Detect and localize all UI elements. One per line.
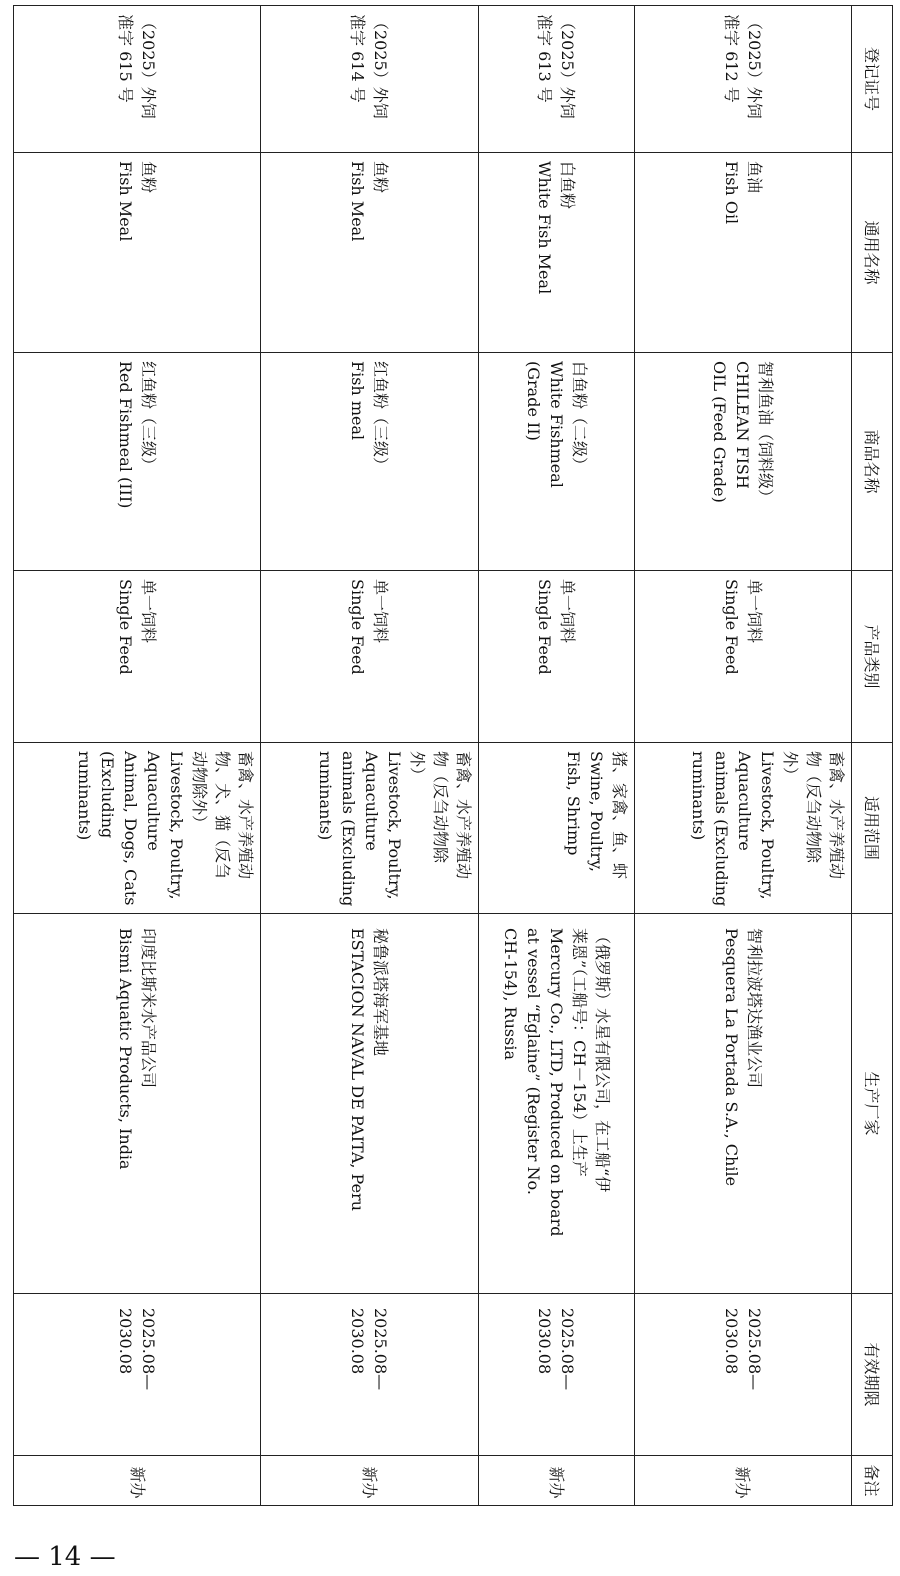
header-reg-no: 登记证号 bbox=[852, 6, 893, 153]
generic-name-cell bbox=[478, 153, 634, 353]
scope-line: 外） bbox=[781, 751, 800, 784]
scope-cell bbox=[478, 743, 634, 914]
validity-line: 2025.08— bbox=[744, 1308, 764, 1391]
manufacturer-cell bbox=[478, 914, 634, 1294]
table-row bbox=[478, 6, 634, 1506]
scope-cell bbox=[261, 743, 478, 914]
reg-no-line: 准字 614 号 bbox=[348, 14, 368, 103]
scope-line: 物、犬、猫（反刍 bbox=[213, 751, 233, 880]
manufacturer-line: Pesquera La Portada S.A., Chile bbox=[721, 928, 741, 1187]
scope-line: Livestock, Poultry, bbox=[167, 751, 187, 900]
scope-line: Livestock, Poultry, bbox=[758, 751, 777, 900]
reg-no-cell bbox=[14, 6, 261, 153]
validity-cell bbox=[261, 1294, 478, 1456]
manufacturer-line: （俄罗斯）水星有限公司，在工船“伊 bbox=[592, 928, 612, 1193]
manufacturer-line: CH-154), Russia bbox=[500, 928, 520, 1060]
scope-line: 物（反刍动物除 bbox=[804, 751, 823, 864]
scope-line: animals (Excluding bbox=[338, 751, 358, 907]
validity-cell bbox=[634, 1294, 851, 1456]
trade-name-cell bbox=[261, 353, 478, 571]
reg-no-cell bbox=[478, 6, 634, 153]
generic-name-line: White Fish Meal bbox=[535, 161, 555, 295]
generic-name-line: 鱼粉 bbox=[371, 161, 391, 194]
generic-name-cell bbox=[14, 153, 261, 353]
trade-name-line: 红鱼粉（三级） bbox=[371, 361, 391, 474]
reg-no-line: （2025）外饲 bbox=[371, 14, 391, 119]
trade-name-cell bbox=[478, 353, 634, 571]
header-scope: 适用范围 bbox=[852, 743, 893, 914]
category-cell bbox=[261, 571, 478, 743]
trade-name-line: (Grade II) bbox=[523, 361, 543, 441]
validity-line: 2030.08 bbox=[348, 1308, 368, 1375]
scope-line: 畜禽、水产养殖动 bbox=[236, 751, 256, 880]
scope-line: 外） bbox=[407, 751, 427, 784]
note-cell: 新办 bbox=[14, 1456, 261, 1506]
validity-line: 2025.08— bbox=[558, 1308, 578, 1391]
scope-line: ruminants) bbox=[315, 751, 335, 841]
reg-no-line: 准字 615 号 bbox=[116, 14, 136, 103]
header-note: 备注 bbox=[852, 1456, 893, 1506]
manufacturer-line: 印度比斯米水产品公司 bbox=[139, 928, 159, 1089]
manufacturer-line: Bismi Aquatic Products, India bbox=[116, 928, 136, 1170]
category-line: 单一饲料 bbox=[558, 579, 578, 644]
header-row bbox=[852, 6, 893, 1506]
category-line: Single Feed bbox=[116, 579, 136, 675]
note-cell: 新办 bbox=[634, 1456, 851, 1506]
category-line: 单一饲料 bbox=[139, 579, 159, 644]
scope-line: Fish, Shrimp bbox=[563, 751, 583, 856]
generic-name-line: 白鱼粉 bbox=[558, 161, 578, 210]
header-validity: 有效期限 bbox=[852, 1294, 893, 1456]
trade-name-cell bbox=[14, 353, 261, 571]
generic-name-line: Fish Meal bbox=[116, 161, 136, 242]
rotated-table-container bbox=[13, 5, 893, 1505]
reg-no-line: 准字 613 号 bbox=[535, 14, 555, 103]
trade-name-line: CHILEAN FISH bbox=[733, 361, 753, 489]
manufacturer-line: Mercury Co., LTD, Produced on board bbox=[546, 928, 566, 1237]
reg-no-line: （2025）外饲 bbox=[139, 14, 159, 119]
validity-line: 2030.08 bbox=[116, 1308, 136, 1375]
header-manufacturer: 生产厂家 bbox=[852, 914, 893, 1294]
trade-name-line: 智利鱼油（饲料级） bbox=[756, 361, 776, 506]
validity-line: 2025.08— bbox=[139, 1308, 159, 1391]
category-line: 单一饲料 bbox=[371, 579, 391, 644]
validity-line: 2030.08 bbox=[721, 1308, 741, 1375]
scope-line: Livestock, Poultry, bbox=[384, 751, 404, 900]
scope-line: 物（反刍动物除 bbox=[430, 751, 450, 864]
manufacturer-line: ESTACION NAVAL DE PAITA, Peru bbox=[348, 928, 368, 1212]
trade-name-line: White Fishmeal bbox=[546, 361, 566, 488]
manufacturer-line: 智利拉波塔达渔业公司 bbox=[744, 928, 764, 1089]
manufacturer-line: 秘鲁派塔海军基地 bbox=[371, 928, 391, 1057]
note-cell: 新办 bbox=[261, 1456, 478, 1506]
scope-cell bbox=[14, 743, 261, 914]
category-cell bbox=[634, 571, 851, 743]
trade-name-line: OIL (Feed Grade) bbox=[710, 361, 730, 503]
reg-no-line: （2025）外饲 bbox=[744, 14, 764, 119]
reg-no-line: 准字 612 号 bbox=[721, 14, 741, 103]
validity-line: 2025.08— bbox=[371, 1308, 391, 1391]
scope-line: Aquaculture bbox=[361, 751, 381, 851]
category-line: Single Feed bbox=[721, 579, 741, 675]
generic-name-cell bbox=[261, 153, 478, 353]
category-line: 单一饲料 bbox=[744, 579, 764, 644]
manufacturer-cell bbox=[14, 914, 261, 1294]
trade-name-line: Red Fishmeal (III) bbox=[116, 361, 136, 509]
registration-table bbox=[13, 5, 893, 1506]
scope-line: 畜禽、水产养殖动 bbox=[453, 751, 473, 880]
scope-line: animals (Excluding bbox=[712, 751, 731, 907]
scope-line: 猪、家禽、鱼、虾 bbox=[609, 751, 629, 880]
manufacturer-line: at vessel “Eglaine” (Register No. bbox=[523, 928, 543, 1195]
validity-line: 2030.08 bbox=[535, 1308, 555, 1375]
generic-name-cell bbox=[634, 153, 851, 353]
trade-name-cell bbox=[634, 353, 851, 571]
manufacturer-line: 莱恩”（工船号：CH－154）上生产 bbox=[569, 928, 589, 1177]
table-row bbox=[14, 6, 261, 1506]
reg-no-line: （2025）外饲 bbox=[558, 14, 578, 119]
table-row bbox=[261, 6, 478, 1506]
scope-line: 畜禽、水产养殖动 bbox=[827, 751, 846, 880]
category-line: Single Feed bbox=[348, 579, 368, 675]
scope-line: ruminants) bbox=[75, 751, 95, 841]
manufacturer-cell bbox=[261, 914, 478, 1294]
generic-name-line: 鱼油 bbox=[744, 161, 764, 194]
scope-line: Aquaculture bbox=[144, 751, 164, 851]
header-category: 产品类别 bbox=[852, 571, 893, 743]
validity-cell bbox=[478, 1294, 634, 1456]
generic-name-line: Fish Meal bbox=[348, 161, 368, 242]
table-row bbox=[634, 6, 851, 1506]
scope-line: ruminants) bbox=[689, 751, 708, 841]
trade-name-line: 白鱼粉（二级） bbox=[569, 361, 589, 474]
category-cell bbox=[14, 571, 261, 743]
note-cell: 新办 bbox=[478, 1456, 634, 1506]
category-line: Single Feed bbox=[535, 579, 555, 675]
validity-cell bbox=[14, 1294, 261, 1456]
page-number: — 14 — bbox=[14, 1542, 116, 1572]
trade-name-line: 红鱼粉（三级） bbox=[139, 361, 159, 474]
category-cell bbox=[478, 571, 634, 743]
scope-line: Animal, Dogs, Cats bbox=[121, 751, 141, 906]
scope-line: Aquaculture bbox=[735, 751, 754, 851]
header-generic-name: 通用名称 bbox=[852, 153, 893, 353]
manufacturer-cell bbox=[634, 914, 851, 1294]
generic-name-line: Fish Oil bbox=[721, 161, 741, 225]
scope-cell bbox=[634, 743, 851, 914]
reg-no-cell bbox=[261, 6, 478, 153]
generic-name-line: 鱼粉 bbox=[139, 161, 159, 194]
scope-line: (Excluding bbox=[98, 751, 118, 839]
reg-no-cell bbox=[634, 6, 851, 153]
header-trade-name: 商品名称 bbox=[852, 353, 893, 571]
scope-line: Swine, Poultry, bbox=[586, 751, 606, 872]
trade-name-line: Fish meal bbox=[348, 361, 368, 441]
scope-line: 动物除外） bbox=[190, 751, 210, 832]
